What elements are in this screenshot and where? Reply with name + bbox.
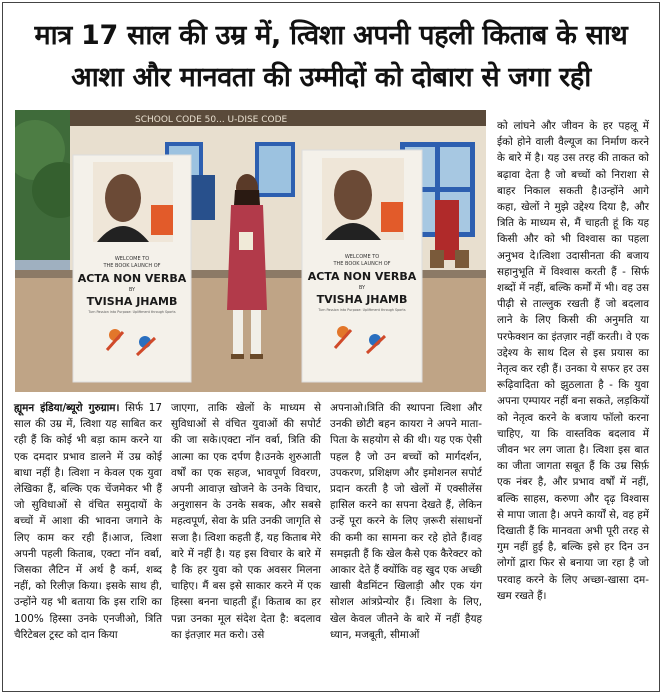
news-photo	[15, 110, 486, 392]
byline: ह्यूमन इंडिया/ब्यूरो गुरुग्राम।	[14, 402, 120, 414]
banner-right-author: TVISHA JHAMB	[316, 293, 408, 306]
svg-text:THE BOOK LAUNCH OF: THE BOOK LAUNCH OF	[103, 263, 161, 269]
article-column-4	[497, 118, 649, 604]
headline-line-2: आशा और मानवता की उम्मीदों को दोबारा से जगा रही	[71, 62, 591, 93]
svg-text:BY: BY	[358, 285, 366, 291]
banner-right-title: ACTA NON VERBA	[307, 270, 417, 283]
column-1-text: सिर्फ 17 साल की उम्र में, त्विशा यह साबित कर रही हैं कि कोई भी बड़ा काम करने या एक दमदार प्रभाव डालने में उम्र कोई बाधा नहीं है। त्विशा न केवल एक युवा लेखिका हैं, बल्कि एक चेंजमेकर भी हैं जो सुविधाओं से वंचित समुदायों के बच्चों में आशा की भावना जगाने के लिए काम कर रही हैं।आज, त्विशा अपनी पहली किताब, एक्टा नॉन वर्बा, जिसका लैटिन में अर्थ है कर्म, शब्द नहीं, को रिलीज़ किया। इसके साथ ही, उन्होंने यह भी बताया कि इस राशि का 100% हिस्सा उनके एनजीओ, त्रिति चैरिटेबल ट्रस्ट को दान किया	[14, 402, 162, 641]
column-2-text: जाएगा, ताकि खेलों के माध्यम से सुविधाओं से वंचित युवाओं की सपोर्ट की जा सके।एक्टा नॉन वर्बा, त्रिति की आत्मा का एक दर्पण है।उनके शुरुआती वर्षों का एक सहज, भावपूर्ण विवरण, अपनी आवाज़ खोजने के उनके विचार, अनुशासन के उनके सबक, और सबसे महत्वपूर्ण, सेवा के प्रति उनकी जागृति से सजा है। त्विशा कहती हैं, यह किताब मेरे बारे में नहीं है। यह इस विचार के बारे में है कि हर युवा को एक अवसर मिलना चाहिए। मैं बस इसे साकार करने में एक हिस्सा बनना चाहती हूँ। किताब का हर पन्ना उनका मूल संदेश देता है: बदलाव का इंतज़ार मत करो। उसे	[171, 402, 321, 641]
svg-text:WELCOME TO: WELCOME TO	[114, 256, 150, 262]
svg-text:THE BOOK LAUNCH OF: THE BOOK LAUNCH OF	[333, 261, 391, 267]
svg-text:Turn Passion into Purpose: Upl: Turn Passion into Purpose: Upliftment through Sports	[318, 308, 406, 312]
headline-line-1: मात्र 17 साल की उम्र में, त्विशा अपनी पहली किताब के साथ	[34, 20, 628, 51]
building-sign: SCHOOL CODE 50... U-DISE CODE	[135, 115, 288, 125]
banner-left-author: TVISHA JHAMB	[86, 295, 178, 308]
article-column-2	[171, 400, 321, 643]
article-column-3	[330, 400, 482, 643]
svg-text:WELCOME TO: WELCOME TO	[344, 254, 380, 260]
column-3-text: अपनाओ।त्रिति की स्थापना त्विशा और उनकी छोटी बहन कायरा ने अपने माता-पिता के सहयोग से की थी। यह एक ऐसी पहल है जो उन बच्चों को मार्गदर्शन, उपकरण, प्रशिक्षण और इमोशनल सपोर्ट प्रदान करती है जो खेलों में एक्सीलेंस हासिल करने का सपना देखते हैं, लेकिन उन्हें पूरा करने के लिए ज़रूरी संसाधनों की कमी का सामना कर रहे होते हैं।वह समझती हैं कि खेल कैसे एक कैरेक्टर को आकार देते हैं क्योंकि वह खुद एक अच्छी खासी बैडमिंटन खिलाड़ी और एक यंग सोशल आंत्रप्रेन्योर हैं। त्विशा के लिए, खेल केवल जीतने के बारे में नहीं हैयह ध्यान, मजबूती, सीमाओं	[330, 402, 482, 641]
photo-scene	[15, 110, 486, 392]
article-column-1	[14, 400, 162, 643]
column-4-text: को लांघने और जीवन के हर पहलू में ईको होने वाली वैल्यूज का निर्माण करने के बारे में है। यह उस तरह की ताकत को बढ़ावा देता है जो बच्चों को निराशा से बाहर निकाल सकती है।उन्होंने आगे कहा, खेलों ने मुझे उद्देश्य दिया है, और त्रिति के माध्यम से, मैं चाहती हूं कि यह किसी और को भी विश्वास का पहला अनुभव दे।त्विशा उदासीनता की बजाय सहानुभूति में विश्वास करती हैं - सिर्फ शब्दों में नहीं, बल्कि कर्मों में भी। वह उस पीढ़ी से ताल्लुक रखती हैं जो बदलाव लाने के लिए किसी की अनुमति या परफेक्शन का इंतज़ार नहीं करती। वे एक उद्देश्य के साथ दिल से इस प्रयास का नेतृत्व कर रही हैं। उनका ये सफर हर उस रूढ़िवादिता को झुठलाता है - कि युवा अपना एम्पायर नहीं बना सकते, लड़कियों को नेतृत्व करने के बजाय फॉलो करना चाहिए, या कि वास्तविक बदलाव में जीवन भर लग जाता है। त्विशा इस बात का जीता जागता सबूत हैं कि उम्र सिर्फ़ एक नंबर है, और प्रभाव वर्षों में नहीं, बल्कि साहस, करुणा और दृढ़ विश्वास से मापा जाता है। अपने कार्यों से, वह हमें दिखाती हैं कि मानवता अभी पूरी तरह से गुम नहीं हुई है, बल्कि इसे हर दिन उन लोगों द्वारा फिर से बनाया जा रहा है जो परवाह करने के लिए अच्छा-खासा दम-खम रखते हैं।	[497, 120, 649, 602]
banner-left-title: ACTA NON VERBA	[77, 272, 187, 285]
svg-text:BY: BY	[128, 287, 136, 293]
svg-text:Turn Passion into Purpose: Upl: Turn Passion into Purpose: Upliftment through Sports	[88, 310, 176, 314]
